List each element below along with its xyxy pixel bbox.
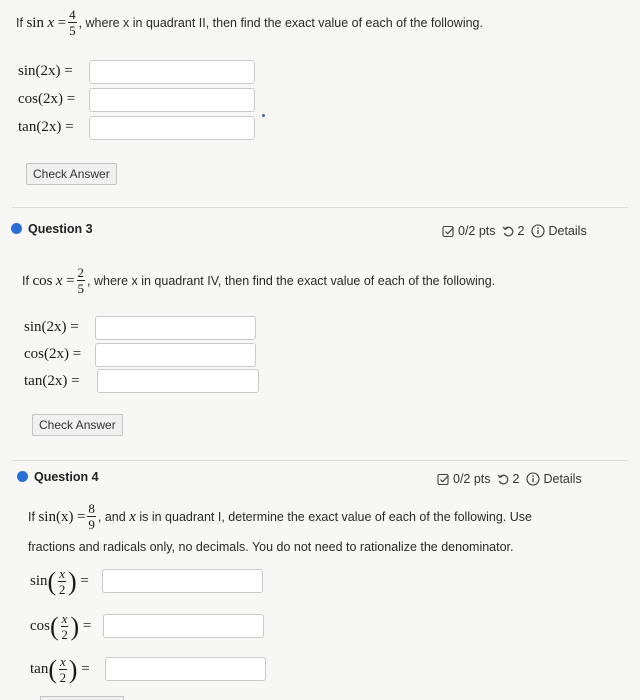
q3-sin2x-input[interactable] [95,316,256,340]
q2-var: x [47,14,55,31]
q2-row-tan: tan(2x) = [18,119,74,135]
q4-row-sin: sin ( $\frac{x}{2}$ ) = [30,566,89,597]
info-icon [526,472,540,486]
cursor-dot [262,114,265,117]
q2-fraction: $\frac{4}{5}$ [69,7,76,38]
info-icon [531,224,545,238]
q4-fraction: $\frac{8}{9}$ [88,501,95,532]
q3-tan2x-input[interactable] [97,369,259,393]
q3-divider [12,207,628,208]
q2-check-answer-button[interactable]: Check Answer [26,163,117,185]
q2-row-cos: cos(2x) = [18,91,76,107]
q3-row-cos: cos(2x) = [24,346,82,362]
q4-attempts: 2 [512,472,520,486]
q2-row-sin: sin(2x) = [18,63,73,79]
q3-meta [442,224,587,238]
checkbox-score-icon [437,473,450,486]
q2-prompt: If sin x = $\frac{4}{5}$ , where x in quadrant II, then find the exact value of each of the following. [16,7,483,38]
q4-sin-half-input[interactable] [102,569,263,593]
q2-cos2x-input[interactable] [89,88,255,112]
q4-row-tan: tan ( $\frac{x}{2}$ ) = [30,654,90,685]
q3-attempts: 2 [517,224,525,238]
q2-func: sin [26,14,44,31]
q4-prompt: If sin (x) = $\frac{8}{9}$ , and x is in quadrant I, determine the exact value of each of the following. Use [28,501,532,532]
q3-fraction: $\frac{2}{5}$ [77,265,85,296]
q3-row-sin: sin(2x) = [24,319,79,335]
q4-tan-half-input[interactable] [105,657,266,681]
q3-bullet-icon [11,223,22,234]
q4-score: 0/2 pts [453,472,491,486]
q4-cos-half-input[interactable] [103,614,264,638]
q4-meta [437,472,582,486]
q4-divider [12,460,628,461]
q4-check-answer-button-partial[interactable] [40,696,124,700]
q4-sin-halfx: $\frac{x}{2}$ [58,566,66,597]
q2-sin2x-input[interactable] [89,60,255,84]
retry-icon [497,473,510,486]
q3-details-link[interactable]: Details [531,224,586,238]
q3-title: Question 3 [28,222,93,236]
retry-icon [502,225,515,238]
q4-bullet-icon [17,471,28,482]
q3-row-tan: tan(2x) = [24,373,80,389]
q3-prompt: If cos x = $\frac{2}{5}$ , where x in quadrant IV, then find the exact value of each of the following. [22,265,496,296]
q4-tan-halfx: $\frac{x}{2}$ [59,654,67,685]
q3-check-answer-button[interactable]: Check Answer [32,414,123,436]
q4-row-cos: cos ( $\frac{x}{2}$ ) = [30,611,92,642]
checkbox-score-icon [442,225,455,238]
q2-tan2x-input[interactable] [89,116,255,140]
q4-details-link[interactable]: Details [526,472,581,486]
q4-prompt-line2: fractions and radicals only, no decimals. You do not need to rationalize the denominator. [28,540,514,554]
q3-score: 0/2 pts [458,224,496,238]
q3-cos2x-input[interactable] [95,343,256,367]
q4-cos-halfx: $\frac{x}{2}$ [61,611,68,642]
q4-title: Question 4 [34,470,99,484]
